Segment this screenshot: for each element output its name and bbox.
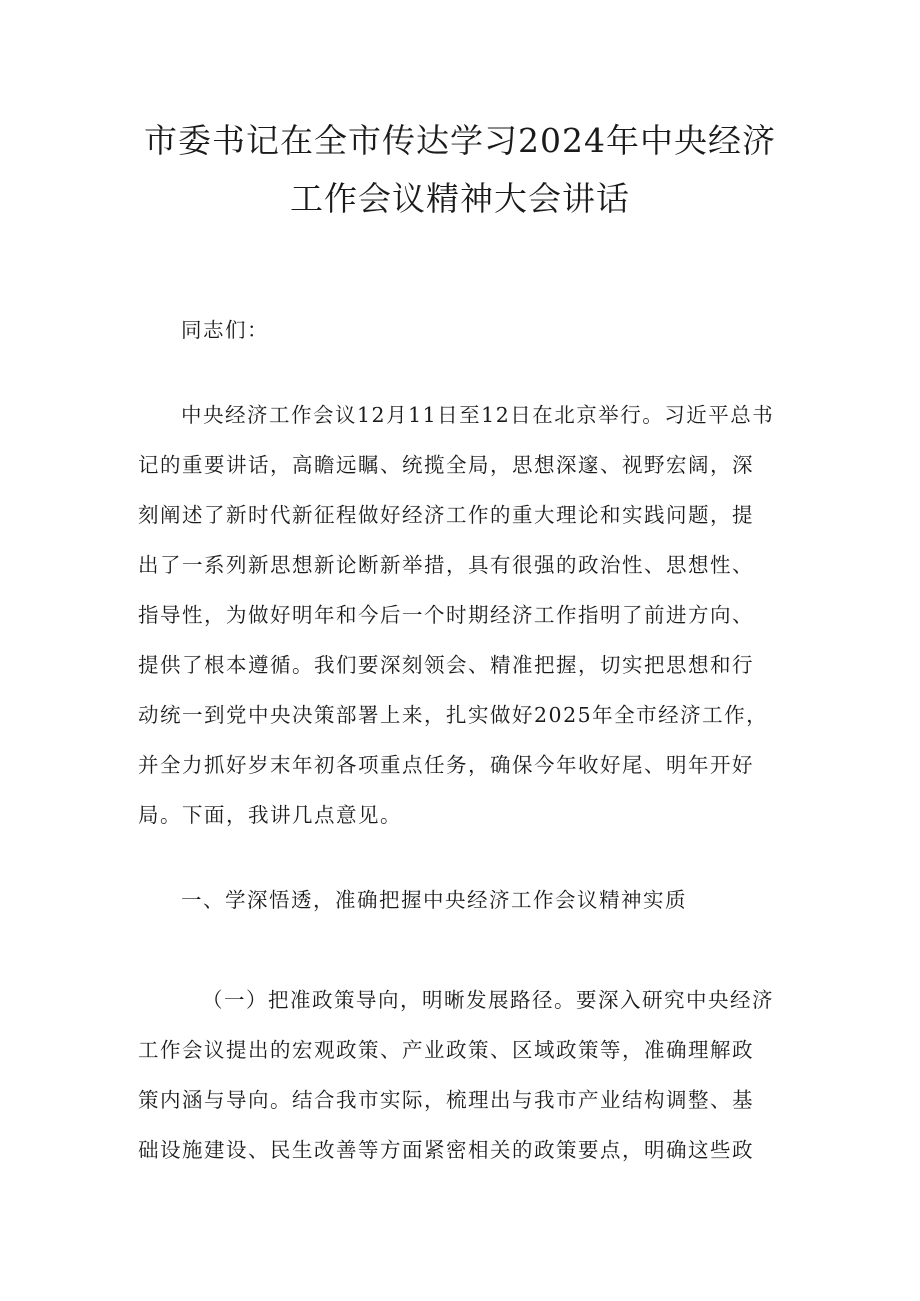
- title-line-1: 市委书记在全市传达学习2024年中央经济: [144, 121, 776, 160]
- paragraph-line: 局。下面，我讲几点意见。: [138, 803, 402, 827]
- section-heading-1: [138, 875, 788, 925]
- paragraph-intro: [138, 390, 788, 840]
- paragraph-line: 指导性，为做好明年和今后一个时期经济工作指明了前进方向、: [138, 603, 754, 627]
- paragraph-line: 动统一到党中央决策部署上来，扎实做好2025年全市经济工作，: [138, 703, 769, 727]
- paragraph-line: 工作会议提出的宏观政策、产业政策、区域政策等，准确理解政: [138, 1038, 754, 1062]
- salutation-text: 同志们：: [181, 318, 269, 342]
- document-title: [120, 112, 800, 228]
- paragraph-policy: [138, 975, 788, 1175]
- paragraph-line: 础设施建设、民生改善等方面紧密相关的政策要点，明确这些政: [138, 1138, 754, 1162]
- paragraph-line: 提供了根本遵循。我们要深刻领会、精准把握，切实把思想和行: [138, 653, 754, 677]
- title-line-2: 工作会议精神大会讲话: [290, 179, 630, 218]
- paragraph-line: 并全力抓好岁末年初各项重点任务，确保今年收好尾、明年开好: [138, 753, 754, 777]
- paragraph-line: 出了一系列新思想新论断新举措，具有很强的政治性、思想性、: [138, 553, 754, 577]
- paragraph-line: （一）把准政策导向，明晰发展路径。要深入研究中央经济: [202, 988, 774, 1012]
- salutation: [138, 305, 788, 355]
- section-heading-text: 一、学深悟透，准确把握中央经济工作会议精神实质: [181, 888, 687, 912]
- paragraph-line: 策内涵与导向。结合我市实际，梳理出与我市产业结构调整、基: [138, 1088, 754, 1112]
- paragraph-line: 中央经济工作会议12月11日至12日在北京举行。习近平总书: [181, 403, 775, 427]
- paragraph-line: 记的重要讲话，高瞻远瞩、统揽全局，思想深邃、视野宏阔，深: [138, 453, 754, 477]
- paragraph-line: 刻阐述了新时代新征程做好经济工作的重大理论和实践问题，提: [138, 503, 754, 527]
